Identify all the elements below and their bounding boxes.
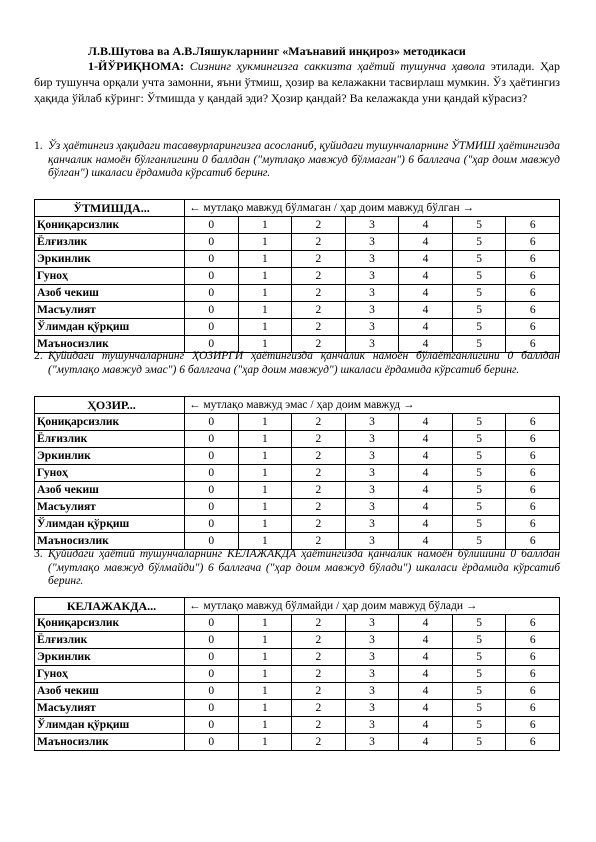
score-option-0[interactable]: 0 xyxy=(185,683,239,700)
score-option-4[interactable]: 4 xyxy=(399,431,453,448)
score-option-2[interactable]: 2 xyxy=(292,414,346,431)
score-option-3[interactable]: 3 xyxy=(345,251,399,268)
table-row xyxy=(35,234,560,251)
score-option-6[interactable]: 6 xyxy=(506,482,560,499)
score-option-1[interactable]: 1 xyxy=(238,319,292,336)
score-option-3[interactable]: 3 xyxy=(345,683,399,700)
score-option-6[interactable]: 6 xyxy=(506,533,560,550)
score-option-3[interactable]: 3 xyxy=(345,285,399,302)
table-row xyxy=(35,615,560,632)
score-option-1[interactable]: 1 xyxy=(238,717,292,734)
score-option-5[interactable]: 5 xyxy=(452,414,506,431)
question-text: Қуйидаги тушунчаларнинг ҲОЗИРГИ ҳаётингизда қанчалик намоён бўлаётганлигини 0 баллдан ("мутлақо мавжуд эмас") 6 баллгача ("ҳар доим мавжуд") шкаласи ёрдамида кўрсатиб беринг. xyxy=(48,350,560,376)
document-title: Л.В.Шутова ва А.В.Ляшукларнинг «Маънавий инқироз» методикаси xyxy=(88,44,466,58)
score-option-3[interactable]: 3 xyxy=(345,499,399,516)
table-row xyxy=(35,666,560,683)
concept-label: Қониқарсизлик xyxy=(35,217,185,234)
score-option-3[interactable]: 3 xyxy=(345,336,399,353)
score-option-3[interactable]: 3 xyxy=(345,632,399,649)
score-option-4[interactable]: 4 xyxy=(399,268,453,285)
score-option-5[interactable]: 5 xyxy=(452,683,506,700)
table-header-label: КЕЛАЖАКДА... xyxy=(35,598,185,615)
score-option-2[interactable]: 2 xyxy=(292,319,346,336)
table-row xyxy=(35,302,560,319)
concept-label: Гуноҳ xyxy=(35,465,185,482)
question-1 xyxy=(34,140,560,181)
score-option-2[interactable]: 2 xyxy=(292,234,346,251)
score-option-4[interactable]: 4 xyxy=(399,465,453,482)
score-option-6[interactable]: 6 xyxy=(506,431,560,448)
score-option-1[interactable]: 1 xyxy=(238,251,292,268)
concept-label: Ёлғизлик xyxy=(35,632,185,649)
score-option-6[interactable]: 6 xyxy=(506,734,560,751)
concept-label: Гуноҳ xyxy=(35,268,185,285)
concept-label: Масъулият xyxy=(35,302,185,319)
score-option-5[interactable]: 5 xyxy=(452,649,506,666)
score-option-5[interactable]: 5 xyxy=(452,336,506,353)
table-row xyxy=(35,700,560,717)
score-option-1[interactable]: 1 xyxy=(238,499,292,516)
score-option-1[interactable]: 1 xyxy=(238,734,292,751)
table-row xyxy=(35,465,560,482)
table-row xyxy=(35,448,560,465)
score-option-3[interactable]: 3 xyxy=(345,431,399,448)
score-option-1[interactable]: 1 xyxy=(238,448,292,465)
question-number: 3. xyxy=(34,548,43,560)
question-text: Қуйидаги ҳаётий тушунчаларнинг КЕЛАЖАКДА ҳаётингизда қанчалик намоён бўлишини 0 баллдан ("мутлақо мавжуд бўлмайди") 6 баллгача ("ҳар доим мавжуд бўлади") шкаласи ёрдамида кўрсатиб беринг. xyxy=(48,548,560,587)
score-option-3[interactable]: 3 xyxy=(345,319,399,336)
table-scale-label: ← мутлақо мавжуд эмас / ҳар доим мавжуд → xyxy=(185,397,560,414)
score-option-4[interactable]: 4 xyxy=(399,448,453,465)
concept-label: Ўлимдан қўрқиш xyxy=(35,319,185,336)
score-option-6[interactable]: 6 xyxy=(506,516,560,533)
score-option-5[interactable]: 5 xyxy=(452,717,506,734)
concept-label: Эркинлик xyxy=(35,251,185,268)
score-option-0[interactable]: 0 xyxy=(185,285,239,302)
table-row xyxy=(35,734,560,751)
concept-label: Маъносизлик xyxy=(35,533,185,550)
score-option-4[interactable]: 4 xyxy=(399,649,453,666)
past-scale-table xyxy=(34,199,560,353)
score-option-5[interactable]: 5 xyxy=(452,431,506,448)
score-option-2[interactable]: 2 xyxy=(292,499,346,516)
table-row xyxy=(35,431,560,448)
score-option-6[interactable]: 6 xyxy=(506,217,560,234)
score-option-6[interactable]: 6 xyxy=(506,302,560,319)
score-option-4[interactable]: 4 xyxy=(399,632,453,649)
score-option-5[interactable]: 5 xyxy=(452,734,506,751)
score-option-0[interactable]: 0 xyxy=(185,482,239,499)
score-option-0[interactable]: 0 xyxy=(185,448,239,465)
score-option-6[interactable]: 6 xyxy=(506,615,560,632)
score-option-3[interactable]: 3 xyxy=(345,615,399,632)
score-option-0[interactable]: 0 xyxy=(185,734,239,751)
score-option-6[interactable]: 6 xyxy=(506,649,560,666)
concept-label: Ёлғизлик xyxy=(35,431,185,448)
table-row xyxy=(35,717,560,734)
concept-label: Эркинлик xyxy=(35,448,185,465)
score-option-2[interactable]: 2 xyxy=(292,336,346,353)
concept-label: Қониқарсизлик xyxy=(35,414,185,431)
score-option-2[interactable]: 2 xyxy=(292,251,346,268)
score-option-0[interactable]: 0 xyxy=(185,336,239,353)
score-option-3[interactable]: 3 xyxy=(345,734,399,751)
score-option-5[interactable]: 5 xyxy=(452,302,506,319)
table-row xyxy=(35,251,560,268)
score-option-5[interactable]: 5 xyxy=(452,499,506,516)
concept-label: Ўлимдан қўрқиш xyxy=(35,516,185,533)
concept-label: Гуноҳ xyxy=(35,666,185,683)
score-option-0[interactable]: 0 xyxy=(185,431,239,448)
score-option-6[interactable]: 6 xyxy=(506,499,560,516)
score-option-3[interactable]: 3 xyxy=(345,700,399,717)
score-option-2[interactable]: 2 xyxy=(292,649,346,666)
score-option-1[interactable]: 1 xyxy=(238,632,292,649)
score-option-2[interactable]: 2 xyxy=(292,632,346,649)
score-option-4[interactable]: 4 xyxy=(399,717,453,734)
score-option-3[interactable]: 3 xyxy=(345,448,399,465)
score-option-5[interactable]: 5 xyxy=(452,448,506,465)
score-option-1[interactable]: 1 xyxy=(238,302,292,319)
score-option-1[interactable]: 1 xyxy=(238,431,292,448)
score-option-1[interactable]: 1 xyxy=(238,268,292,285)
score-option-3[interactable]: 3 xyxy=(345,234,399,251)
score-option-2[interactable]: 2 xyxy=(292,431,346,448)
score-option-4[interactable]: 4 xyxy=(399,217,453,234)
score-option-3[interactable]: 3 xyxy=(345,414,399,431)
score-option-4[interactable]: 4 xyxy=(399,414,453,431)
score-option-2[interactable]: 2 xyxy=(292,683,346,700)
score-option-5[interactable]: 5 xyxy=(452,268,506,285)
score-option-5[interactable]: 5 xyxy=(452,234,506,251)
score-option-1[interactable]: 1 xyxy=(238,285,292,302)
score-option-4[interactable]: 4 xyxy=(399,482,453,499)
score-option-2[interactable]: 2 xyxy=(292,700,346,717)
score-option-5[interactable]: 5 xyxy=(452,666,506,683)
score-option-2[interactable]: 2 xyxy=(292,482,346,499)
score-option-2[interactable]: 2 xyxy=(292,217,346,234)
score-option-0[interactable]: 0 xyxy=(185,516,239,533)
score-option-3[interactable]: 3 xyxy=(345,516,399,533)
future-scale-table xyxy=(34,597,560,751)
score-option-0[interactable]: 0 xyxy=(185,615,239,632)
score-option-5[interactable]: 5 xyxy=(452,700,506,717)
question-text: Ўз ҳаётингиз ҳақидаги тасаввурларингизга асосланиб, қуйидаги тушунчаларнинг ЎТМИШ ҳаётингизда қанчалик намоён бўлганлигини 0 баллдан ("мутлақо мавжуд бўлмаган") 6 баллгача ("ҳар доим мавжуд бўлган") шкаласи ёрдамида кўрсатиб беринг. xyxy=(48,140,560,179)
score-option-5[interactable]: 5 xyxy=(452,251,506,268)
score-option-2[interactable]: 2 xyxy=(292,533,346,550)
score-option-0[interactable]: 0 xyxy=(185,465,239,482)
question-number: 2. xyxy=(34,350,43,362)
score-option-4[interactable]: 4 xyxy=(399,683,453,700)
table-row xyxy=(35,499,560,516)
score-option-0[interactable]: 0 xyxy=(185,649,239,666)
score-option-2[interactable]: 2 xyxy=(292,717,346,734)
score-option-4[interactable]: 4 xyxy=(399,302,453,319)
table-row xyxy=(35,285,560,302)
table-row xyxy=(35,683,560,700)
score-option-1[interactable]: 1 xyxy=(238,683,292,700)
score-option-6[interactable]: 6 xyxy=(506,319,560,336)
score-option-4[interactable]: 4 xyxy=(399,700,453,717)
score-option-2[interactable]: 2 xyxy=(292,666,346,683)
instruction-paragraph xyxy=(34,58,560,106)
score-option-4[interactable]: 4 xyxy=(399,615,453,632)
score-option-0[interactable]: 0 xyxy=(185,268,239,285)
score-option-3[interactable]: 3 xyxy=(345,302,399,319)
score-option-6[interactable]: 6 xyxy=(506,251,560,268)
table-row xyxy=(35,516,560,533)
score-option-0[interactable]: 0 xyxy=(185,302,239,319)
score-option-1[interactable]: 1 xyxy=(238,482,292,499)
table-row xyxy=(35,632,560,649)
table-row xyxy=(35,319,560,336)
score-option-4[interactable]: 4 xyxy=(399,336,453,353)
score-option-5[interactable]: 5 xyxy=(452,465,506,482)
score-option-4[interactable]: 4 xyxy=(399,285,453,302)
score-option-6[interactable]: 6 xyxy=(506,717,560,734)
concept-label: Масъулият xyxy=(35,700,185,717)
table-row xyxy=(35,649,560,666)
instruction-label: 1-ЙЎРИҚНОМА: xyxy=(88,59,185,73)
score-option-1[interactable]: 1 xyxy=(238,414,292,431)
score-option-5[interactable]: 5 xyxy=(452,615,506,632)
score-option-5[interactable]: 5 xyxy=(452,319,506,336)
score-option-2[interactable]: 2 xyxy=(292,615,346,632)
score-option-1[interactable]: 1 xyxy=(238,649,292,666)
score-option-3[interactable]: 3 xyxy=(345,482,399,499)
table-row xyxy=(35,217,560,234)
score-option-0[interactable]: 0 xyxy=(185,414,239,431)
score-option-6[interactable]: 6 xyxy=(506,414,560,431)
score-option-5[interactable]: 5 xyxy=(452,516,506,533)
score-option-4[interactable]: 4 xyxy=(399,734,453,751)
concept-label: Ўлимдан қўрқиш xyxy=(35,717,185,734)
score-option-6[interactable]: 6 xyxy=(506,666,560,683)
table-header-label: ЎТМИШДА... xyxy=(35,200,185,217)
concept-label: Маъносизлик xyxy=(35,336,185,353)
score-option-0[interactable]: 0 xyxy=(185,700,239,717)
score-option-6[interactable]: 6 xyxy=(506,448,560,465)
score-option-6[interactable]: 6 xyxy=(506,683,560,700)
score-option-0[interactable]: 0 xyxy=(185,499,239,516)
score-option-6[interactable]: 6 xyxy=(506,632,560,649)
score-option-0[interactable]: 0 xyxy=(185,251,239,268)
score-option-5[interactable]: 5 xyxy=(452,632,506,649)
table-row xyxy=(35,533,560,550)
score-option-4[interactable]: 4 xyxy=(399,499,453,516)
score-option-1[interactable]: 1 xyxy=(238,465,292,482)
score-option-0[interactable]: 0 xyxy=(185,217,239,234)
concept-label: Эркинлик xyxy=(35,649,185,666)
score-option-3[interactable]: 3 xyxy=(345,217,399,234)
score-option-6[interactable]: 6 xyxy=(506,285,560,302)
score-option-4[interactable]: 4 xyxy=(399,516,453,533)
concept-label: Қониқарсизлик xyxy=(35,615,185,632)
score-option-4[interactable]: 4 xyxy=(399,319,453,336)
score-option-6[interactable]: 6 xyxy=(506,268,560,285)
score-option-6[interactable]: 6 xyxy=(506,234,560,251)
concept-label: Азоб чекиш xyxy=(35,683,185,700)
score-option-5[interactable]: 5 xyxy=(452,482,506,499)
score-option-0[interactable]: 0 xyxy=(185,666,239,683)
score-option-2[interactable]: 2 xyxy=(292,302,346,319)
concept-label: Азоб чекиш xyxy=(35,482,185,499)
score-option-2[interactable]: 2 xyxy=(292,465,346,482)
table-scale-label: ← мутлақо мавжуд бўлмаган / ҳар доим мавжуд бўлган → xyxy=(185,200,560,217)
score-option-3[interactable]: 3 xyxy=(345,666,399,683)
score-option-0[interactable]: 0 xyxy=(185,234,239,251)
concept-label: Маъносизлик xyxy=(35,734,185,751)
score-option-0[interactable]: 0 xyxy=(185,319,239,336)
instruction-text: этилади. Ҳар бир тушунча орқали учта замонни, яъни ўтмиш, ҳозир ва келажакни тасвирлаш мумкин. Ўз ҳаётингиз ҳақида ўйлаб кўринг: Ўтмишда у қандай эди? Ҳозир қандай? Ва келажакда уни қандай кўрасиз? xyxy=(34,59,561,105)
table-row xyxy=(35,482,560,499)
score-option-1[interactable]: 1 xyxy=(238,666,292,683)
table-row xyxy=(35,268,560,285)
score-option-3[interactable]: 3 xyxy=(345,268,399,285)
score-option-0[interactable]: 0 xyxy=(185,533,239,550)
score-option-4[interactable]: 4 xyxy=(399,533,453,550)
question-2 xyxy=(34,350,560,377)
score-option-3[interactable]: 3 xyxy=(345,533,399,550)
score-option-0[interactable]: 0 xyxy=(185,632,239,649)
score-option-2[interactable]: 2 xyxy=(292,734,346,751)
score-option-5[interactable]: 5 xyxy=(452,285,506,302)
score-option-5[interactable]: 5 xyxy=(452,533,506,550)
score-option-6[interactable]: 6 xyxy=(506,336,560,353)
score-option-4[interactable]: 4 xyxy=(399,666,453,683)
score-option-2[interactable]: 2 xyxy=(292,448,346,465)
score-option-1[interactable]: 1 xyxy=(238,533,292,550)
concept-label: Азоб чекиш xyxy=(35,285,185,302)
score-option-1[interactable]: 1 xyxy=(238,516,292,533)
score-option-2[interactable]: 2 xyxy=(292,516,346,533)
score-option-2[interactable]: 2 xyxy=(292,285,346,302)
score-option-4[interactable]: 4 xyxy=(399,234,453,251)
question-number: 1. xyxy=(34,140,43,152)
concept-label: Масъулият xyxy=(35,499,185,516)
score-option-5[interactable]: 5 xyxy=(452,217,506,234)
table-scale-label: ← мутлақо мавжуд бўлмайди / ҳар доим мавжуд бўлади → xyxy=(185,598,560,615)
score-option-4[interactable]: 4 xyxy=(399,251,453,268)
score-option-6[interactable]: 6 xyxy=(506,700,560,717)
score-option-3[interactable]: 3 xyxy=(345,465,399,482)
score-option-1[interactable]: 1 xyxy=(238,615,292,632)
concept-label: Ёлғизлик xyxy=(35,234,185,251)
question-3 xyxy=(34,548,560,589)
score-option-2[interactable]: 2 xyxy=(292,268,346,285)
score-option-3[interactable]: 3 xyxy=(345,649,399,666)
instruction-text-italic: Сизнинг ҳукмингизга саккизта ҳаётий тушунча ҳавола xyxy=(189,59,486,73)
score-option-1[interactable]: 1 xyxy=(238,217,292,234)
score-option-1[interactable]: 1 xyxy=(238,336,292,353)
score-option-6[interactable]: 6 xyxy=(506,465,560,482)
table-row xyxy=(35,414,560,431)
score-option-0[interactable]: 0 xyxy=(185,717,239,734)
table-header-label: ҲОЗИР... xyxy=(35,397,185,414)
score-option-1[interactable]: 1 xyxy=(238,700,292,717)
present-scale-table xyxy=(34,396,560,550)
score-option-3[interactable]: 3 xyxy=(345,717,399,734)
score-option-1[interactable]: 1 xyxy=(238,234,292,251)
